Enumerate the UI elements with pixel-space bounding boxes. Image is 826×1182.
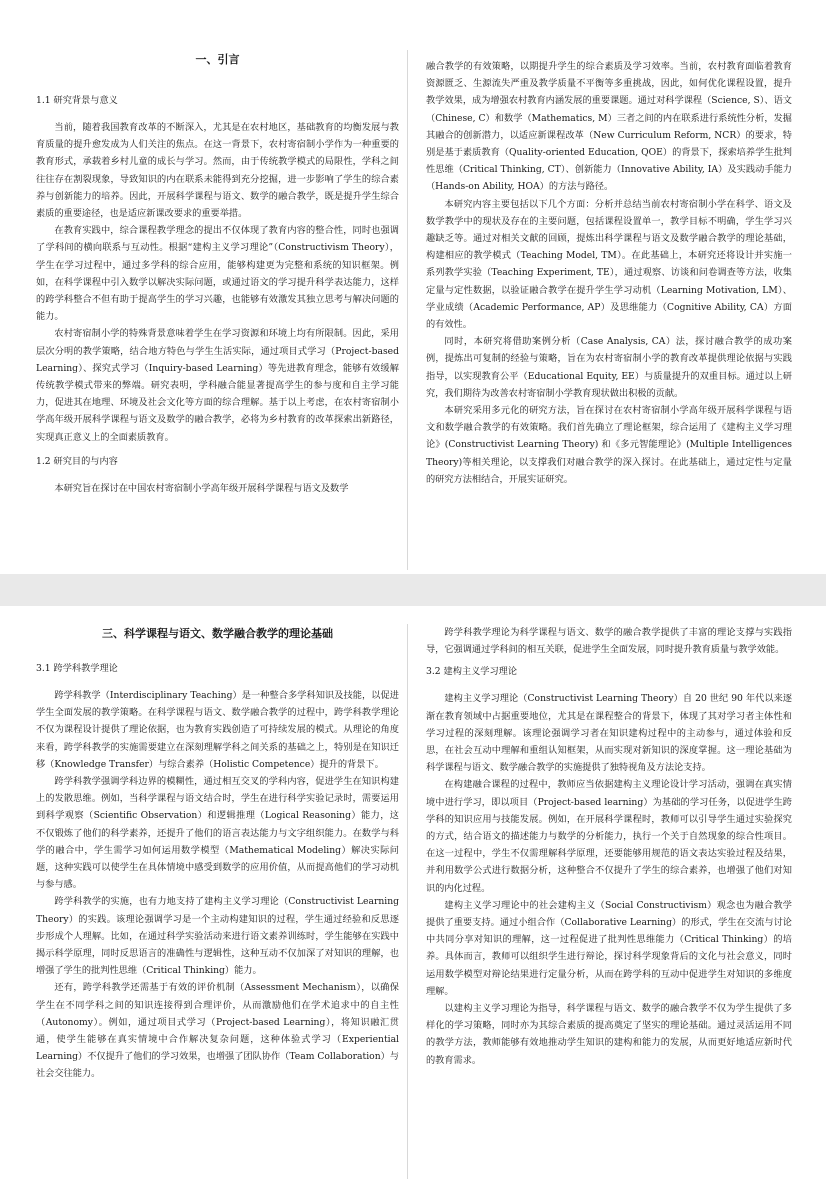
- page-separator: [0, 574, 826, 606]
- section-heading: 一、引言: [195, 53, 240, 66]
- paragraph: 建构主义学习理论（Constructivist Learning Theory）自 20 世纪 90 年代以来逐渐在教育领域中占据重要地位，尤其是在课程整合的背景下，体现了其对学习者主体性和学习过程的深刻理解。该理论强调学习者在知识建构过程中的主动参与，通过体验和反思，在社会互动中理解和重组认知框架，从而实现对新知识的深度掌握。这一理论基础为科学课程与语文、数学融合教学的实施提供了独特视角及方法论支持。: [426, 693, 792, 774]
- paragraph: 建构主义学习理论中的社会建构主义（Social Constructivism）观念也为融合教学提供了重要支持。通过小组合作（Collaborative Learning）的形式，学生在交流与讨论中共同分享对知识的理解，这一过程促进了批判性思维能力（Critical Thinking）的培养。具体而言，教师可以组织学生进行辩论，探讨科学现象背后的文化与社会意义，同时运用数学模型对辩论结果进行定量分析，从而在跨学科的互动中促进学生对知识的多维度理解。: [426, 899, 792, 997]
- paragraph: 跨学科教学理论为科学课程与语文、数学的融合教学提供了丰富的理论支撑与实践指导，它强调通过学科间的相互关联，促进学生全面发展，同时提升教育质量与教学效能。: [426, 627, 792, 656]
- subsection-heading: 3.1 跨学科教学理论: [36, 663, 118, 674]
- paragraph: 跨学科教学的实施，也有力地支持了建构主义学习理论（Constructivist Learning Theory）的实践。该理论强调学习是一个主动构建知识的过程，学生通过经验和反思逐步形成个人理解。比如，在通过科学实验活动来进行语文素养训练时，学生能够在实践中揭示科学原理，同时反思语言的准确性与逻辑性，这种互动不仅加深了对知识的理解，也增强了学生的批判性思维（Critical Thinking）能力。: [36, 896, 399, 977]
- paragraph: 本研究旨在探讨在中国农村寄宿制小学高年级开展科学课程与语文及数学: [54, 482, 349, 494]
- paragraph-continued: 融合教学的有效策略，以期提升学生的综合素质及学习效率。当前，农村教育面临着教育资源匮乏、生源流失严重及教学质量不平衡等多重挑战，因此，如何优化课程设置，提升教学效果，成为增强农村教育内涵发展的重要课题。通过对科学课程（Science, S）、语文（Chinese, C）和数学（Mathematics, M）三者之间的内在联系进行系统性分析，发掘其融合的创新潜力，以适应新课程改革（New Curriculum Reform, NCR）的要求，特别是基于素质教育（Quality-oriented Education, QOE）的背景下，探索培养学生批判性思维（Critical Thinking, CT）、创新能力（Innovative Ability, IA）及实践动手能力（Hands-on Ability, HOA）的方法与路径。: [426, 61, 792, 193]
- paragraph: 在教育实践中，综合课程教学理念的提出不仅体现了教育内容的整合性，同时也强调了学科间的横向联系与互动性。根据“建构主义学习理论”（Constructivism Theory），学生在学习过程中，通过多学科的综合应用，能够构建更为完整和系统的知识框架。例如，在科学课程中引入数学以解决实际问题，或通过语文的学习提升科学表达能力，这样的跨学科整合不但有助于提高学生的学习兴趣，也能够有效激发其独立思考与解决问题的能力。: [36, 225, 399, 323]
- paragraph: 同时，本研究将借助案例分析（Case Analysis, CA）法，探讨融合教学的成功案例，提炼出可复制的经验与策略，旨在为农村寄宿制小学的教育改革提供理论依据与实践指导，以实现教育公平（Educational Equity, EE）与质量提升的双重目标。通过以上研究，我们期待为改善农村寄宿制小学教育现状做出积极的贡献。: [426, 336, 792, 399]
- paragraph: 跨学科教学强调学科边界的模糊性，通过相互交叉的学科内容，促进学生在知识构建上的发散思维。例如，当科学课程与语文结合时，学生在进行科学实验记录时，需要运用到科学观察（Scientific Observation）和逻辑推理（Logical Reasoning）能力，这不仅锻炼了他们的科学素养，还提升了他们的语言表达能力与文字组织能力。在数学与科学的融合中，学生需学习如何运用数学模型（Mathematical Modeling）解决实际问题，这种实践可以使学生在具体情境中感受到数学的应用价值，从而提高他们的学习动机与参与感。: [36, 776, 399, 891]
- paragraph: 农村寄宿制小学的特殊背景意味着学生在学习资源和环境上均有所限制。因此，采用层次分明的教学策略，结合地方特色与学生生活实际，通过项目式学习（Project-based Learning）、探究式学习（Inquiry-based Learning）等先进教育理念，能够有效缓解传统教学模式带来的弊端。研究表明，学科融合能显著提高学生的参与度和自主学习能力，促进其在地理、环境及社会文化等方面的综合理解。基于以上考虑，在农村寄宿制小学高年级开展科学课程与语文及数学的融合教学，必将为乡村教育的改革探索出新路径，实现真正意义上的全面素质教育。: [36, 328, 399, 443]
- paragraph: 跨学科教学（Interdisciplinary Teaching）是一种整合多学科知识及技能，以促进学生全面发展的教学策略。在科学课程与语文、数学融合教学的过程中，跨学科教学理论不仅为课程设计提供了理论依据，也为教育实践创造了可持续发展的模式。从理论的角度来看，跨学科教学的实施需要建立在深刻理解学科之间关系的基础之上，特别是在知识迁移（Knowledge Transfer）与综合素养（Holistic Competence）提升的背景下。: [36, 690, 399, 770]
- document-page-top: [0, 0, 826, 574]
- section-heading: 三、科学课程与语文、数学融合教学的理论基础: [102, 627, 333, 640]
- subsection-heading: 3.2 建构主义学习理论: [426, 666, 518, 678]
- paragraph: 当前，随着我国教育改革的不断深入，尤其是在农村地区，基础教育的均衡发展与教育质量的提升愈发成为人们关注的焦点。在这一背景下，农村寄宿制小学作为一种重要的教育形式，承载着乡村儿童的成长与学习。然而，由于传统教学模式的局限性，学科之间往往存在割裂现象，导致知识的内在联系未能得到充分挖掘，进一步影响了学生的综合素养与创新能力的培养。因此，开展科学课程与语文、数学的融合教学，既是提升学生综合素质的重要途径，也是适应新课改要求的重要举措。: [36, 122, 399, 220]
- right-column: [426, 624, 792, 1069]
- left-column: [36, 624, 408, 1179]
- paragraph: 在构建融合课程的过程中，教师应当依据建构主义理论设计学习活动，强调在真实情境中进行学习，即以项目（Project-based learning）为基础的学习任务，以促进学生跨学科的知识应用与技能发展。例如，在开展科学课程时，教师可以引导学生通过实验探究的方式，结合语文的描述能力与数学的分析能力，执行一个关于自然现象的综合性项目。在这一过程中，学生不仅需理解科学原理，还要能够用规范的语文表达实验过程及结果，并利用数学公式进行数据分析，这种整合不仅提升了学生的综合素养，也增强了他们对知识的内化过程。: [426, 779, 792, 894]
- paragraph: 本研究内容主要包括以下几个方面：分析并总结当前农村寄宿制小学在科学、语文及数学教学中的现状及存在的主要问题，包括课程设置单一，教学目标不明确，学生学习兴趣缺乏等。通过对相关文献的回顾，提炼出科学课程与语文及数学融合教学的理论基础，构建相应的教学模式（Teaching Model, TM）。在此基础上，本研究还将设计并实施一系列教学实验（Teaching Experiment, TE），通过观察、访谈和问卷调查等方法，收集定量与定性数据，以验证融合教学在提升学生学习动机（Learning Motivation, LM）、学业成绩（Academic Performance, AP）及思维能力（Cognitive Ability, CA）方面的有效性。: [426, 198, 792, 331]
- subsection-heading: 1.1 研究背景与意义: [36, 95, 118, 106]
- right-column: [426, 58, 792, 488]
- paragraph: 本研究采用多元化的研究方法，旨在探讨在农村寄宿制小学高年级开展科学课程与语文和数学融合教学的有效策略。我们首先确立了理论框架，综合运用了《建构主义学习理论》(Constructivist Learning Theory) 和《多元智能理论》(Multiple Intelligences Theory)等相关理论，以支撑我们对融合教学的深入探讨。在此基础上，通过定性与定量的研究方法相结合，开展实证研究。: [426, 405, 792, 485]
- left-column: [36, 50, 408, 570]
- document-page-bottom: [0, 606, 826, 1182]
- subsection-heading: 1.2 研究目的与内容: [36, 455, 118, 467]
- paragraph: 以建构主义学习理论为指导，科学课程与语文、数学的融合教学不仅为学生提供了多样化的学习策略，同时亦为其综合素质的提高奠定了坚实的理论基础。通过灵活运用不同的教学方法，教师能够有效地推动学生知识的建构和能力的发展，从而更好地适应新时代的教育需求。: [426, 1003, 792, 1066]
- paragraph: 还有，跨学科教学还需基于有效的评价机制（Assessment Mechanism），以确保学生在不同学科之间的知识连接得到合理评价，从而激励他们在学术追求中的自主性（Autonomy）。例如，通过项目式学习（Project-based Learning），将知识融汇贯通，使学生能够在真实情境中合作解决复杂问题，这种体验式学习（Experiential Learning）不仅提升了他们的学习效果，也增强了团队协作（Team Collaboration）与社会交往能力。: [36, 982, 399, 1080]
